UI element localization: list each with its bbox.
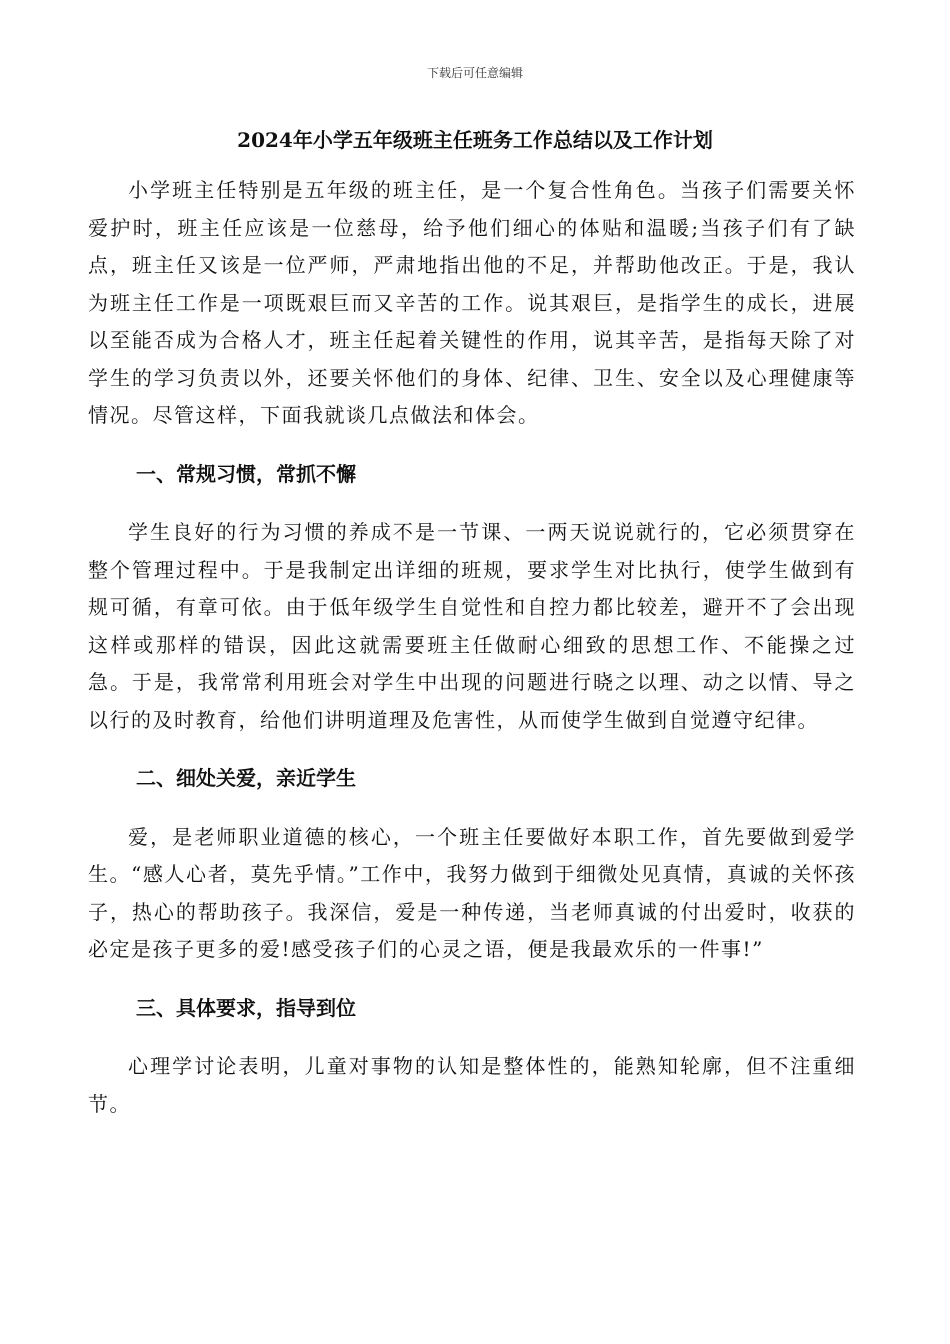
section-paragraph-3: 心理学讨论表明，儿童对事物的认知是整体性的，能熟知轮廓，但不注重细节。 xyxy=(88,1054,856,1116)
section-paragraph-2: 爱，是老师职业道德的核心，一个班主任要做好本职工作，首先要做到爱学生。“感人心者，莫先乎情。”工作中，我努力做到于细微处见真情，真诚的关怀孩子，热心的帮助孩子。我深信，爱是一种传递，当老师真诚的付出爱时，收获的必定是孩子更多的爱!感受孩子们的心灵之语，便是我最欢乐的一件事!” xyxy=(88,824,856,961)
section-heading-3: 三、具体要求，指导到位 xyxy=(136,995,356,1020)
section-heading-1: 一、常规习惯，常抓不懈 xyxy=(136,461,356,486)
section-paragraph-1: 学生良好的行为习惯的养成不是一节课、一两天说说就行的，它必须贯穿在整个管理过程中。于是我制定出详细的班规，要求学生对比执行，使学生做到有规可循，有章可依。由于低年级学生自觉性和自控力都比较差，避开不了会出现这样或那样的错误，因此这就需要班主任做耐心细致的思想工作、不能操之过急。于是，我常常利用班会对学生中出现的问题进行晓之以理、动之以情、导之以行的及时教育，给他们讲明道理及危害性，从而使学生做到自觉遵守纪律。 xyxy=(88,520,856,732)
intro-paragraph: 小学班主任特别是五年级的班主任，是一个复合性角色。当孩子们需要关怀爱护时，班主任应该是一位慈母，给予他们细心的体贴和温暖;当孩子们有了缺点，班主任又该是一位严师，严肃地指出他的不足，并帮助他改正。于是，我认为班主任工作是一项既艰巨而又辛苦的工作。说其艰巨，是指学生的成长，进展以至能否成为合格人才，班主任起着关键性的作用，说其辛苦，是指每天除了对学生的学习负责以外，还要关怀他们的身体、纪律、卫生、安全以及心理健康等情况。尽管这样，下面我就谈几点做法和体会。 xyxy=(88,178,856,427)
header-note: 下载后可任意编辑 xyxy=(426,66,523,80)
document-title: 2024年小学五年级班主任班务工作总结以及工作计划 xyxy=(237,128,713,152)
document-body xyxy=(88,172,856,1123)
section-heading-2: 二、细处关爱，亲近学生 xyxy=(136,766,356,790)
